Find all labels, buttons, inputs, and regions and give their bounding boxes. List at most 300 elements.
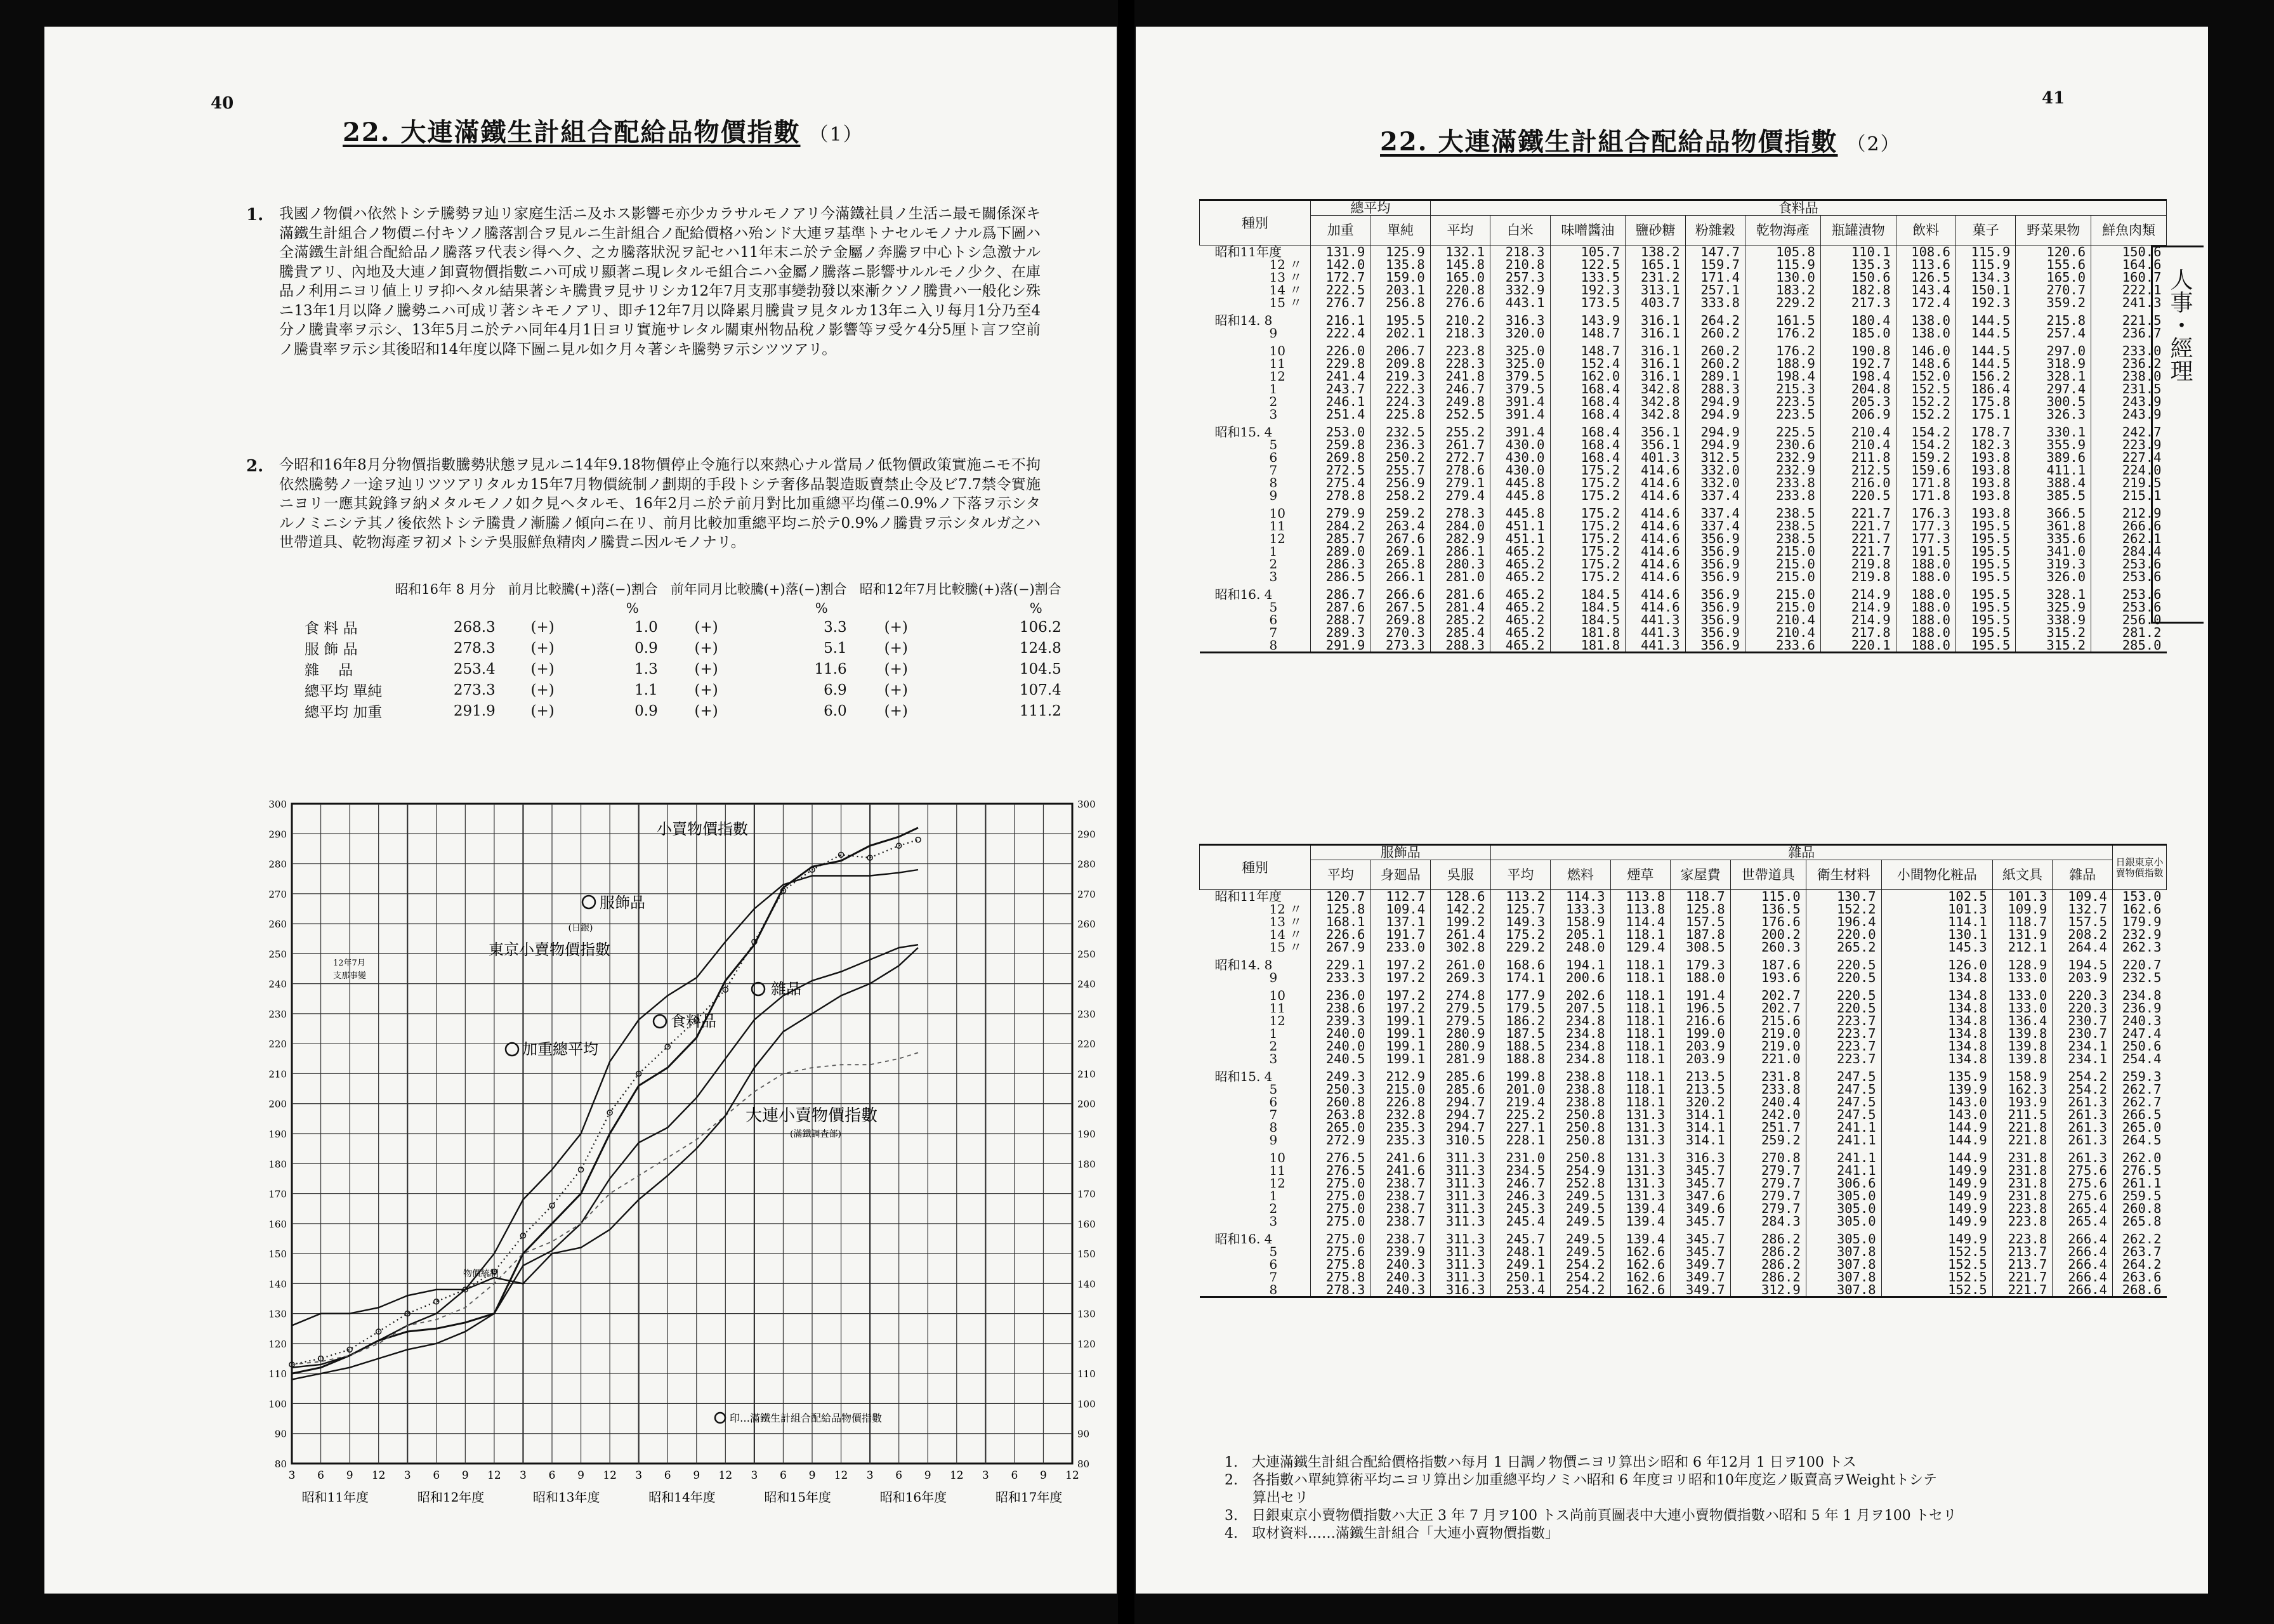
row-label: 12: [1269, 1013, 1285, 1028]
table-cell: 195.5: [1955, 601, 2015, 613]
table-cell: 139.8: [1992, 1040, 2053, 1052]
y-tick-label-right: 170: [1077, 1188, 1096, 1200]
col-header: 燃料: [1551, 860, 1611, 890]
table-cell: 246.7: [1490, 1177, 1551, 1189]
table-cell: 238.5: [1745, 520, 1821, 532]
row-label: 11: [1269, 518, 1285, 534]
table-cell: 249.8: [1430, 395, 1490, 408]
table-cell: 233.3: [1311, 971, 1371, 984]
table-cell: 300.5: [2016, 395, 2091, 408]
table-cell: 275.6: [2053, 1164, 2113, 1177]
y-tick-label: 240: [268, 978, 287, 990]
table-cell: 247.4: [2113, 1027, 2167, 1040]
table-cell: 152.2: [1806, 903, 1881, 915]
table-cell: 193.8: [1955, 502, 2015, 520]
table-cell: 349.7: [1671, 1271, 1731, 1283]
table-cell: 157.5: [1671, 915, 1731, 928]
row-label: 8: [1269, 1120, 1278, 1135]
table-cell: 135.3: [1820, 258, 1896, 271]
table-cell: 162.6: [2113, 903, 2167, 915]
table-cell: 221.7: [1992, 1283, 2053, 1297]
table-cell: 356.9: [1685, 532, 1745, 545]
table-cell: 225.8: [1370, 408, 1430, 421]
y-tick-label-right: 250: [1077, 948, 1096, 960]
table-cell: 275.0: [1311, 1177, 1371, 1189]
table-cell: 276.5: [2113, 1164, 2167, 1177]
table-cell: 294.7: [1431, 1108, 1491, 1121]
table-cell: 325.0: [1490, 339, 1550, 357]
table-cell: 125.8: [1671, 903, 1731, 915]
table-cell: 252.5: [1430, 408, 1490, 421]
table-cell: 191.4: [1671, 984, 1731, 1002]
table-cell: 356.9: [1685, 601, 1745, 613]
table-cell: 280.9: [1431, 1027, 1491, 1040]
title-main: 22. 大連滿鐵生計組合配給品物價指數: [343, 117, 801, 147]
table-cell: 465.2: [1490, 601, 1550, 613]
table-row: [1200, 1065, 2167, 1083]
label-tokyo: 東京小賣物價指數: [489, 941, 610, 959]
x-tick-label: 6: [664, 1469, 671, 1482]
table-cell: 257.3: [1490, 271, 1550, 284]
table-cell: 441.3: [1626, 626, 1685, 639]
table-cell: 275.0: [1311, 1215, 1371, 1228]
table-cell: 177.9: [1490, 984, 1551, 1002]
y-tick-label-right: 140: [1077, 1278, 1096, 1290]
row-label: 昭和14. 8: [1214, 957, 1273, 972]
table-cell: 207.5: [1551, 1002, 1611, 1014]
table-cell: 215.6: [1730, 1014, 1806, 1027]
table-cell: 130.0: [1745, 271, 1821, 284]
table-cell: 258.2: [1370, 489, 1430, 502]
table-cell: 345.7: [1671, 1245, 1731, 1258]
table-cell: 118.1: [1610, 984, 1671, 1002]
col-header: 單純: [1370, 216, 1430, 246]
table-cell: 366.5: [2016, 502, 2091, 520]
table-cell: 193.8: [1955, 489, 2015, 502]
table-cell: 316.1: [1626, 309, 1685, 327]
table-cell: 232.8: [1370, 1108, 1431, 1121]
table-cell: 391.4: [1490, 408, 1550, 421]
table-cell: 320.2: [1671, 1096, 1731, 1108]
table-cell: 226.0: [1311, 339, 1370, 357]
table-cell: 226.8: [1370, 1096, 1431, 1108]
table-cell: 270.3: [1370, 626, 1430, 639]
clothing-misc-index-table: [1199, 844, 2167, 1298]
table-cell: 200.2: [1730, 928, 1806, 941]
table-cell: 236.2: [2091, 357, 2167, 370]
table-cell: 445.8: [1490, 489, 1550, 502]
summary-cell-s1: (+): [530, 681, 555, 698]
x-tick-label: 12: [949, 1469, 964, 1482]
table-cell: 190.8: [1820, 339, 1896, 357]
table-cell: 210.2: [1430, 309, 1490, 327]
table-row: [1200, 1271, 2167, 1283]
table-cell: 198.4: [1745, 370, 1821, 383]
y-tick-label-right: 130: [1077, 1308, 1096, 1320]
table-cell: 231.8: [1730, 1065, 1806, 1083]
row-label: 14 〃: [1269, 282, 1303, 298]
table-cell: 113.2: [1490, 890, 1551, 903]
table-cell: 250.8: [1551, 1121, 1611, 1134]
table-cell: 266.4: [2053, 1271, 2113, 1283]
table-cell: 229.2: [1490, 941, 1551, 953]
y-tick-label-right: 210: [1077, 1068, 1096, 1080]
table-cell: 118.1: [1610, 953, 1671, 971]
x-tick-label: 12: [718, 1469, 733, 1482]
table-cell: 223.9: [2091, 438, 2167, 451]
table-cell: 326.0: [2016, 570, 2091, 583]
table-cell: 294.9: [1685, 421, 1745, 438]
table-cell: 279.1: [1430, 476, 1490, 489]
food-index-table: [1199, 199, 2167, 653]
table-cell: 168.4: [1550, 438, 1626, 451]
label-xiaomai: 小賣物價指數: [657, 820, 748, 838]
table-cell: 175.2: [1550, 464, 1626, 476]
table-cell: 255.7: [1370, 464, 1430, 476]
table-cell: 147.7: [1685, 246, 1745, 259]
table-row: [1200, 438, 2167, 451]
table-cell: 291.9: [1311, 639, 1370, 653]
table-cell: 233.0: [2091, 339, 2167, 357]
table-cell: 222.3: [1370, 383, 1430, 395]
table-cell: 241.3: [2091, 296, 2167, 309]
table-cell: 266.4: [2053, 1245, 2113, 1258]
table-cell: 279.5: [1431, 1002, 1491, 1014]
table-cell: 154.2: [1896, 421, 1955, 438]
footnote: 4. 取材資料……滿鐵生計組合「大連小賣物價指數」: [1225, 1526, 1559, 1542]
table-cell: 274.8: [1431, 984, 1491, 1002]
table-cell: 243.9: [2091, 408, 2167, 421]
table-cell: 233.0: [1370, 941, 1431, 953]
table-cell: 240.0: [1311, 1027, 1371, 1040]
table-cell: 168.4: [1550, 421, 1626, 438]
table-cell: 152.5: [1881, 1271, 1992, 1283]
table-cell: 214.9: [1820, 613, 1896, 626]
table-row: [1200, 928, 2167, 941]
x-tick-label: 6: [895, 1469, 903, 1482]
table-cell: 337.4: [1685, 502, 1745, 520]
table-row: [1200, 1040, 2167, 1052]
table-cell: 139.9: [1881, 1083, 1992, 1096]
summary-cell-value: 253.4: [453, 660, 496, 678]
col-header: 日銀東京小賣物價指數: [2113, 845, 2167, 890]
y-tick-label: 120: [268, 1338, 287, 1350]
table-cell: 250.2: [1370, 451, 1430, 464]
table-row: [1200, 271, 2167, 284]
table-cell: 118.7: [1671, 890, 1731, 903]
table-cell: 126.0: [1881, 953, 1992, 971]
table-cell: 218.3: [1490, 246, 1550, 259]
table-cell: 152.5: [1881, 1283, 1992, 1297]
table-cell: 236.3: [1370, 438, 1430, 451]
table-cell: 250.8: [1551, 1146, 1611, 1164]
table-cell: 193.8: [1955, 464, 2015, 476]
col-header: 煙草: [1610, 860, 1671, 890]
table-cell: 266.6: [2091, 520, 2167, 532]
table-cell: 130.1: [1881, 928, 1992, 941]
table-cell: 451.1: [1490, 532, 1550, 545]
annot-toseki: 物價統制: [463, 1269, 499, 1279]
table-cell: 414.6: [1626, 476, 1685, 489]
col-header: 家屋費: [1671, 860, 1731, 890]
table-cell: 194.5: [2053, 953, 2113, 971]
y-tick-label: 200: [268, 1098, 287, 1110]
table-cell: 175.2: [1550, 502, 1626, 520]
table-cell: 175.8: [1955, 395, 2015, 408]
table-cell: 233.6: [1745, 639, 1821, 653]
table-cell: 197.2: [1370, 984, 1431, 1002]
table-cell: 110.1: [1820, 246, 1896, 259]
table-cell: 165.1: [1626, 258, 1685, 271]
table-cell: 204.8: [1820, 383, 1896, 395]
table-cell: 234.8: [1551, 1040, 1611, 1052]
table-row: [1200, 1164, 2167, 1177]
table-row: [1200, 327, 2167, 339]
table-cell: 441.3: [1626, 639, 1685, 653]
table-cell: 311.3: [1431, 1146, 1491, 1164]
table-row: [1200, 489, 2167, 502]
summary-cell-s3: (+): [884, 619, 908, 636]
table-cell: 199.1: [1370, 1040, 1431, 1052]
table-cell: 222.4: [1311, 327, 1370, 339]
table-cell: 221.8: [1992, 1134, 2053, 1146]
table-cell: 162.3: [1992, 1083, 2053, 1096]
summary-cell-label: 總平均 加重: [305, 704, 383, 721]
x-tick-label: 3: [404, 1469, 411, 1482]
table-cell: 232.5: [1370, 421, 1430, 438]
table-cell: 187.8: [1671, 928, 1731, 941]
col-header: 菓子: [1955, 216, 2015, 246]
row-label: 10: [1269, 343, 1285, 358]
table-row: [1200, 941, 2167, 953]
summary-row: [298, 679, 1068, 700]
row-label: 5: [1269, 1082, 1278, 1097]
table-cell: 389.6: [2016, 451, 2091, 464]
summary-cell-s2: (+): [694, 702, 718, 719]
table-cell: 215.0: [1745, 601, 1821, 613]
table-cell: 233.8: [1730, 1083, 1806, 1096]
table-cell: 379.5: [1490, 383, 1550, 395]
table-cell: 139.8: [1992, 1027, 2053, 1040]
table-cell: 223.8: [1992, 1215, 2053, 1228]
row-label: 7: [1269, 625, 1278, 640]
table-cell: 294.9: [1685, 408, 1745, 421]
y-tick-label: 100: [268, 1398, 287, 1410]
y-tick-label: 290: [268, 828, 287, 841]
table-row: [1200, 545, 2167, 558]
table-cell: 236.0: [1311, 984, 1371, 1002]
table-cell: 261.3: [2053, 1096, 2113, 1108]
table-cell: 238.8: [1551, 1065, 1611, 1083]
col-header: 雜品: [2053, 860, 2113, 890]
summary-cell-v3: 111.2: [1019, 702, 1061, 719]
table-cell: 245.3: [1490, 1202, 1551, 1215]
table-cell: 188.0: [1896, 558, 1955, 570]
table-row: [1200, 1014, 2167, 1027]
table-cell: 133.5: [1550, 271, 1626, 284]
table-cell: 229.1: [1311, 953, 1371, 971]
table-cell: 220.3: [2053, 984, 2113, 1002]
x-tick-label: 9: [346, 1469, 353, 1482]
table-cell: 203.9: [1671, 1052, 1731, 1065]
title-suffix: （1）: [809, 124, 864, 146]
table-cell: 195.5: [1955, 570, 2015, 583]
row-label: 9: [1269, 325, 1278, 341]
row-label: 12: [1269, 531, 1285, 546]
table-cell: 247.5: [1806, 1065, 1881, 1083]
row-label: 6: [1269, 1257, 1278, 1272]
table-cell: 200.6: [1551, 971, 1611, 984]
table-cell: 206.9: [1820, 408, 1896, 421]
summary-cell-v2: 6.9: [824, 681, 847, 698]
table-cell: 465.2: [1490, 558, 1550, 570]
table-cell: 264.2: [2113, 1258, 2167, 1271]
table-cell: 286.2: [1730, 1228, 1806, 1245]
table-cell: 144.5: [1955, 309, 2015, 327]
col-header: 瓶罐漬物: [1820, 216, 1896, 246]
table-row: [1200, 258, 2167, 271]
table-cell: 305.0: [1806, 1228, 1881, 1245]
table-cell: 257.4: [2016, 327, 2091, 339]
table-cell: 220.5: [1806, 971, 1881, 984]
table-cell: 388.4: [2016, 476, 2091, 489]
table-cell: 241.1: [1806, 1134, 1881, 1146]
table-cell: 144.5: [1955, 339, 2015, 357]
y-tick-label-right: 260: [1077, 919, 1096, 931]
table-cell: 224.3: [1370, 395, 1430, 408]
y-tick-label: 110: [268, 1368, 287, 1380]
table-cell: 209.8: [1370, 357, 1430, 370]
table-cell: 307.8: [1806, 1245, 1881, 1258]
table-cell: 238.7: [1370, 1202, 1431, 1215]
table-cell: 114.4: [1610, 915, 1671, 928]
table-cell: 355.9: [2016, 438, 2091, 451]
table-cell: 333.8: [1685, 296, 1745, 309]
table-cell: 451.1: [1490, 520, 1550, 532]
summary-cell-v3: 106.2: [1019, 619, 1061, 636]
table-cell: 109.4: [2053, 890, 2113, 903]
table-cell: 249.1: [1490, 1258, 1551, 1271]
row-label: 昭和15. 4: [1214, 424, 1273, 440]
table-cell: 184.5: [1550, 613, 1626, 626]
table-cell: 316.3: [1490, 309, 1550, 327]
table-cell: 248.0: [1551, 941, 1611, 953]
x-year-label: 昭和16年度: [879, 1490, 947, 1505]
table-cell: 219.3: [1370, 370, 1430, 383]
table-cell: 192.7: [1820, 357, 1896, 370]
summary-cell-s1: (+): [530, 702, 555, 719]
summary-cell-s3: (+): [884, 660, 908, 678]
x-tick-label: 12: [487, 1469, 501, 1482]
table-cell: 345.7: [1671, 1228, 1731, 1245]
page-title: [1380, 122, 1901, 158]
row-label: 2: [1269, 1201, 1278, 1216]
table-cell: 125.7: [1490, 903, 1551, 915]
table-cell: 159.6: [1896, 464, 1955, 476]
table-row: [1200, 1121, 2167, 1134]
table-cell: 118.1: [1610, 1052, 1671, 1065]
table-cell: 195.5: [1955, 626, 2015, 639]
table-cell: 465.2: [1490, 570, 1550, 583]
table-cell: 284.0: [1430, 520, 1490, 532]
table-cell: 235.3: [1370, 1121, 1431, 1134]
page-number: 41: [2042, 89, 2065, 108]
table-cell: 118.1: [1610, 928, 1671, 941]
table-cell: 253.6: [2091, 601, 2167, 613]
table-cell: 185.0: [1820, 327, 1896, 339]
annot-1237: 12年7月: [333, 959, 365, 968]
table-cell: 234.8: [1551, 1027, 1611, 1040]
table-cell: 175.1: [1955, 408, 2015, 421]
table-cell: 203.9: [1671, 1040, 1731, 1052]
unit-label: %: [626, 601, 639, 616]
table-cell: 231.8: [1992, 1177, 2053, 1189]
y-tick-label-right: 100: [1077, 1398, 1096, 1410]
row-label: 12: [1269, 1175, 1285, 1191]
table-cell: 284.4: [2091, 545, 2167, 558]
table-cell: 131.3: [1610, 1177, 1671, 1189]
table-cell: 238.7: [1370, 1189, 1431, 1202]
table-cell: 265.8: [1370, 558, 1430, 570]
table-row: [1200, 370, 2167, 383]
col-header: 衛生材料: [1806, 860, 1881, 890]
table-cell: 264.4: [2053, 941, 2113, 953]
table-cell: 177.3: [1896, 532, 1955, 545]
table-cell: 120.7: [1311, 890, 1371, 903]
table-cell: 342.8: [1626, 383, 1685, 395]
table-cell: 179.9: [2113, 915, 2167, 928]
table-cell: 315.2: [2016, 639, 2091, 653]
table-cell: 139.4: [1610, 1202, 1671, 1215]
table-cell: 278.3: [1311, 1283, 1371, 1297]
table-cell: 212.5: [1820, 464, 1896, 476]
row-label: 7: [1269, 462, 1278, 478]
table-cell: 220.8: [1430, 284, 1490, 296]
summary-cell-label: 總平均 單純: [305, 683, 383, 700]
table-cell: 443.1: [1490, 296, 1550, 309]
table-cell: 328.1: [2016, 583, 2091, 601]
table-cell: 316.3: [1671, 1146, 1731, 1164]
table-cell: 234.8: [1551, 1052, 1611, 1065]
y-tick-label: 210: [268, 1068, 287, 1080]
y-tick-label-right: 230: [1077, 1008, 1096, 1020]
table-cell: 199.8: [1490, 1065, 1551, 1083]
table-cell: 253.0: [1311, 421, 1370, 438]
table-cell: 118.1: [1610, 1002, 1671, 1014]
table-cell: 430.0: [1490, 451, 1550, 464]
table-cell: 249.5: [1551, 1215, 1611, 1228]
table-cell: 279.4: [1430, 489, 1490, 502]
paragraph-2: 今昭和16年8月分物價指數騰勢狀態ヲ見ルニ14年9.18物價停止令施行以來熱心ナル當局ノ低物價政策實施ニモ不拘依然騰勢ノ一途ヲ辿リツツアリタルカ15年7月物價統制ノ劃期的手段トシテ奢侈品製造販賣禁止令及ビ7.7禁令實施ニヨリ一應其銳鋒ヲ納メタルモノノ如ク見ヘタルモ、16年2月ニ於テ前月對比加重總平均僅ニ0.9%ノ下落ヲ示シタルノミニシテ其ノ後依然トシテ騰貴ノ漸騰ノ傾向ニ在リ、前月比較加重總平均ニ於テ0.9%ノ騰貴ヲ示シタルガ之ハ世帶道具、乾物海產ヲ初メトシテ吳服鮮魚精肉ノ騰貴ニ因ルモノナリ。: [279, 457, 1041, 551]
side-label: 人事・經理: [2167, 268, 2193, 382]
table-cell: 247.5: [1806, 1083, 1881, 1096]
table-cell: 269.3: [1431, 971, 1491, 984]
table-cell: 125.8: [1311, 903, 1371, 915]
table-cell: 260.2: [1685, 327, 1745, 339]
table-cell: 253.6: [2091, 558, 2167, 570]
title-suffix: （2）: [1846, 133, 1901, 155]
table-cell: 231.8: [1992, 1146, 2053, 1164]
group-header: 雜品: [1490, 845, 2112, 860]
table-cell: 219.8: [1820, 558, 1896, 570]
table-cell: 157.5: [2053, 915, 2113, 928]
table-cell: 138.0: [1896, 327, 1955, 339]
table-cell: 316.1: [1626, 357, 1685, 370]
y-tick-label: 170: [268, 1188, 287, 1200]
row-label: 15 〃: [1269, 940, 1303, 955]
table-cell: 239.3: [1311, 1014, 1371, 1027]
table-cell: 465.2: [1490, 639, 1550, 653]
